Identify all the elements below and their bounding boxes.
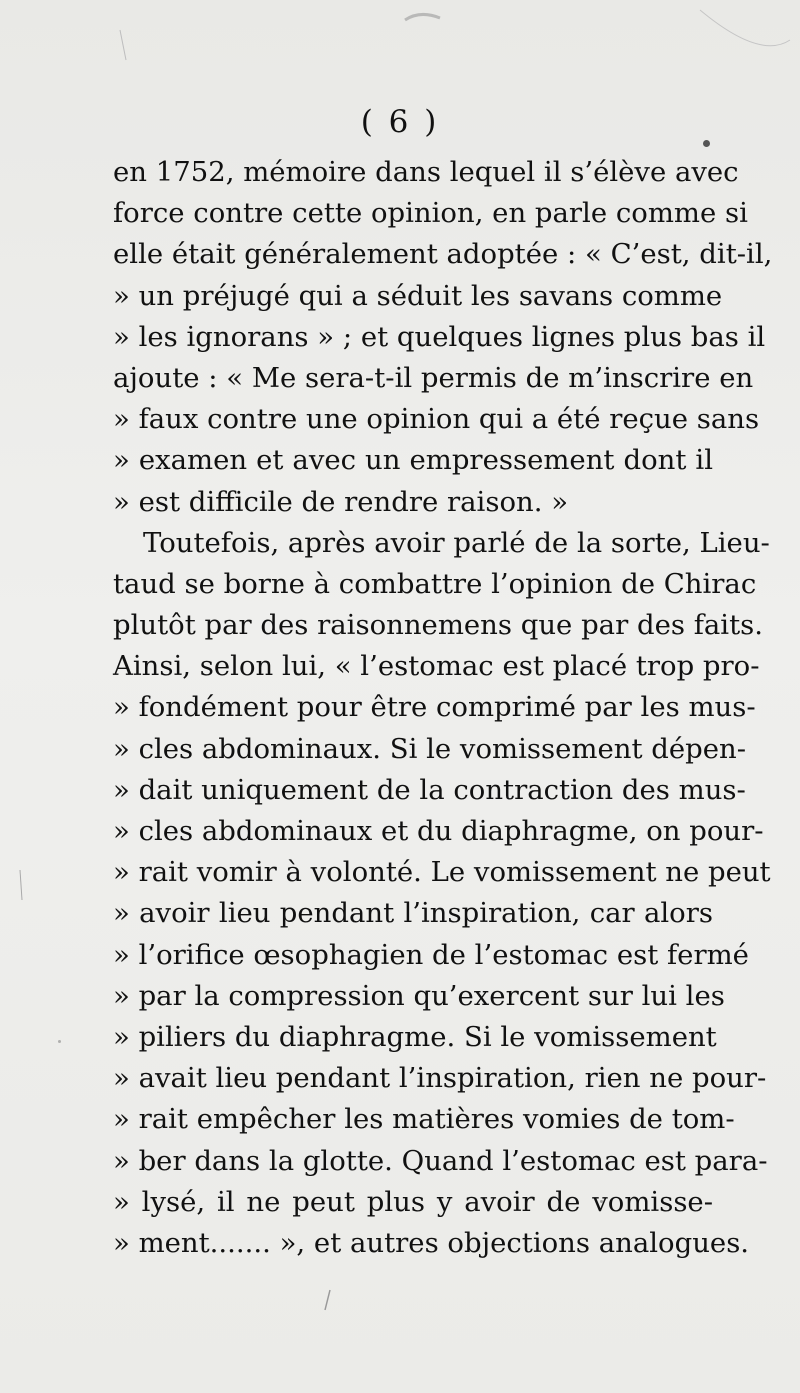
text-line: » cles abdominaux et du diaphragme, on pour- bbox=[113, 815, 764, 847]
text-line: » examen et avec un empressement dont il bbox=[113, 444, 713, 477]
text-line: » piliers du diaphragme. Si le vomissement bbox=[113, 1020, 717, 1053]
text-line: plutôt par des raisonnemens que par des faits. bbox=[113, 609, 763, 642]
text-line: » est difficile de rendre raison. » bbox=[113, 485, 569, 518]
page-number: ( 6 ) bbox=[360, 104, 440, 140]
text-line: » avait lieu pendant l’inspiration, rien ne pour- bbox=[113, 1062, 767, 1095]
text-line: » lysé, il ne peut plus y avoir de vomisse- bbox=[113, 1185, 713, 1218]
text-line: force contre cette opinion, en parle comme si bbox=[113, 197, 748, 230]
text-line: » avoir lieu pendant l’inspiration, car alors bbox=[113, 897, 713, 930]
text-line: en 1752, mémoire dans lequel il s’élève avec bbox=[113, 156, 739, 188]
text-line: » fondément pour être comprimé par les mus- bbox=[113, 691, 756, 724]
text-line: » dait uniquement de la contraction des mus- bbox=[113, 773, 746, 806]
text-line: » rait empêcher les matières vomies de tom- bbox=[113, 1103, 735, 1136]
text-line: » ment....... », et autres objections analogues. bbox=[113, 1226, 750, 1259]
text-line: » par la compression qu’exercent sur lui les bbox=[113, 979, 725, 1012]
text-line: ajoute : « Me sera-t-il permis de m’inscrire en bbox=[113, 361, 754, 394]
text-line: » rait vomir à volonté. Le vomissement ne peut bbox=[113, 856, 771, 889]
text-line: taud se borne à combattre l’opinion de Chirac bbox=[113, 567, 757, 600]
text-line: elle était généralement adoptée : « C’est, dit-il, bbox=[113, 238, 773, 271]
text-line: » cles abdominaux. Si le vomissement dépen- bbox=[113, 732, 746, 765]
paragraph-start-line: Toutefois, après avoir parlé de la sorte, Lieu- bbox=[143, 526, 770, 559]
text-line: » faux contre une opinion qui a été reçue sans bbox=[113, 403, 760, 436]
text-line: » les ignorans » ; et quelques lignes plus bas il bbox=[113, 320, 766, 353]
ink-speck bbox=[703, 140, 710, 147]
ink-speck bbox=[58, 1040, 61, 1043]
text-line: » l’orifice œsophagien de l’estomac est fermé bbox=[113, 938, 749, 971]
text-line: » un préjugé qui a séduit les savans comme bbox=[113, 279, 723, 312]
text-line: Ainsi, selon lui, « l’estomac est placé trop pro- bbox=[113, 650, 760, 683]
body-text bbox=[113, 152, 773, 1264]
text-line: » ber dans la glotte. Quand l’estomac est para- bbox=[113, 1144, 768, 1177]
